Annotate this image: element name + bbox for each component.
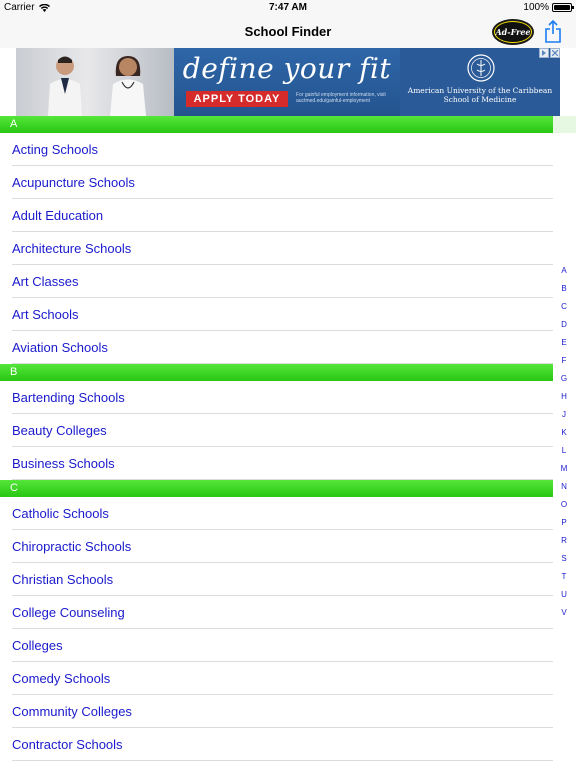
list-item-label: Acupuncture Schools (12, 174, 135, 190)
list-item-label: Art Classes (12, 273, 79, 289)
doctor-figure-icon (46, 54, 84, 116)
ad-free-badge (495, 22, 531, 42)
list-item[interactable] (12, 530, 553, 563)
list-item-label: Colleges (12, 637, 63, 653)
list-item-label: Catholic Schools (12, 505, 109, 521)
index-letter-h[interactable]: H (561, 392, 567, 401)
doctor-figure-icon (108, 54, 148, 116)
ad-banner[interactable] (16, 48, 560, 116)
share-icon[interactable] (544, 20, 562, 44)
list-item[interactable] (12, 497, 553, 530)
play-icon (541, 50, 547, 56)
section-header-a: A (0, 116, 553, 133)
list-item[interactable] (12, 728, 553, 761)
list-item[interactable] (12, 133, 553, 166)
ad-photo (16, 48, 174, 116)
ad-sponsor (400, 48, 560, 116)
battery-fill (554, 5, 570, 10)
university-seal-icon (466, 53, 496, 83)
list-item[interactable] (12, 199, 553, 232)
index-letter-a[interactable]: A (561, 266, 567, 275)
section-header-c: C (0, 480, 553, 497)
status-bar (0, 0, 576, 16)
list-item[interactable] (12, 331, 553, 364)
index-letter-s[interactable]: S (561, 554, 567, 563)
section-header-b: B (0, 364, 553, 381)
alphabet-index[interactable] (556, 262, 572, 622)
ad-org-name: American University of the Caribbean School of Medicine (407, 86, 553, 104)
list-item[interactable] (12, 447, 553, 480)
list-item-label: Business Schools (12, 455, 115, 471)
index-letter-u[interactable]: U (561, 590, 567, 599)
list-item-label: Acting Schools (12, 141, 98, 157)
list-item-label: Bartending Schools (12, 389, 125, 405)
list-item-label: Contractor Schools (12, 736, 123, 752)
ad-message (174, 48, 400, 116)
list-item-label: Comedy Schools (12, 670, 111, 686)
index-letter-b[interactable]: B (561, 284, 567, 293)
index-letter-p[interactable]: P (561, 518, 567, 527)
list-item[interactable] (12, 596, 553, 629)
close-icon (552, 50, 558, 56)
ad-fineprint: For gainful employment information, visit auctmed.edu/gainful-employment (296, 92, 386, 104)
index-letter-l[interactable]: L (561, 446, 567, 455)
list-item-label: Beauty Colleges (12, 422, 107, 438)
index-letter-j[interactable]: J (562, 410, 566, 419)
list-item[interactable] (12, 298, 553, 331)
school-category-list[interactable] (0, 116, 553, 768)
ad-free-button[interactable] (492, 19, 534, 45)
index-letter-e[interactable]: E (561, 338, 567, 347)
index-letter-m[interactable]: M (560, 464, 568, 473)
index-letter-f[interactable]: F (561, 356, 567, 365)
battery-percent: 100% (523, 2, 549, 13)
list-item-label: Community Colleges (12, 703, 132, 719)
list-item[interactable] (12, 232, 553, 265)
list-item-label: Architecture Schools (12, 240, 132, 256)
list-item[interactable] (12, 629, 553, 662)
status-right (523, 2, 572, 13)
list-item-label: Christian Schools (12, 571, 114, 587)
list-item-label: Art Schools (12, 306, 79, 322)
apply-today-button[interactable]: APPLY TODAY (186, 91, 288, 107)
index-letter-v[interactable]: V (561, 608, 567, 617)
page-title: School Finder (244, 24, 332, 39)
list-item-label: Chiropractic Schools (12, 538, 132, 554)
index-letter-d[interactable]: D (561, 320, 567, 329)
list-item[interactable] (12, 166, 553, 199)
ad-info-button[interactable] (539, 48, 549, 58)
list-item[interactable] (12, 414, 553, 447)
list-item[interactable] (12, 381, 553, 414)
ad-free-label: Ad-Free (495, 27, 531, 37)
ad-controls (539, 48, 560, 58)
list-item[interactable] (12, 265, 553, 298)
list-item[interactable] (12, 662, 553, 695)
index-letter-o[interactable]: O (560, 500, 568, 509)
section-header-extension (553, 116, 576, 133)
index-letter-g[interactable]: G (560, 374, 568, 383)
list-item-label: Adult Education (12, 207, 104, 223)
index-letter-n[interactable]: N (561, 482, 567, 491)
ad-close-button[interactable] (550, 48, 560, 58)
list-item[interactable] (12, 563, 553, 596)
list-item-label: Aviation Schools (12, 339, 108, 355)
index-letter-t[interactable]: T (561, 572, 567, 581)
index-letter-c[interactable]: C (561, 302, 567, 311)
list-item-label: College Counseling (12, 604, 125, 620)
list-item[interactable] (12, 695, 553, 728)
nav-bar (0, 16, 576, 48)
index-letter-r[interactable]: R (561, 536, 567, 545)
index-letter-k[interactable]: K (561, 428, 567, 437)
ad-headline: define your fit (182, 52, 392, 85)
carrier-label: Carrier (4, 2, 35, 13)
status-time: 7:47 AM (269, 2, 307, 13)
battery-icon (552, 3, 572, 12)
